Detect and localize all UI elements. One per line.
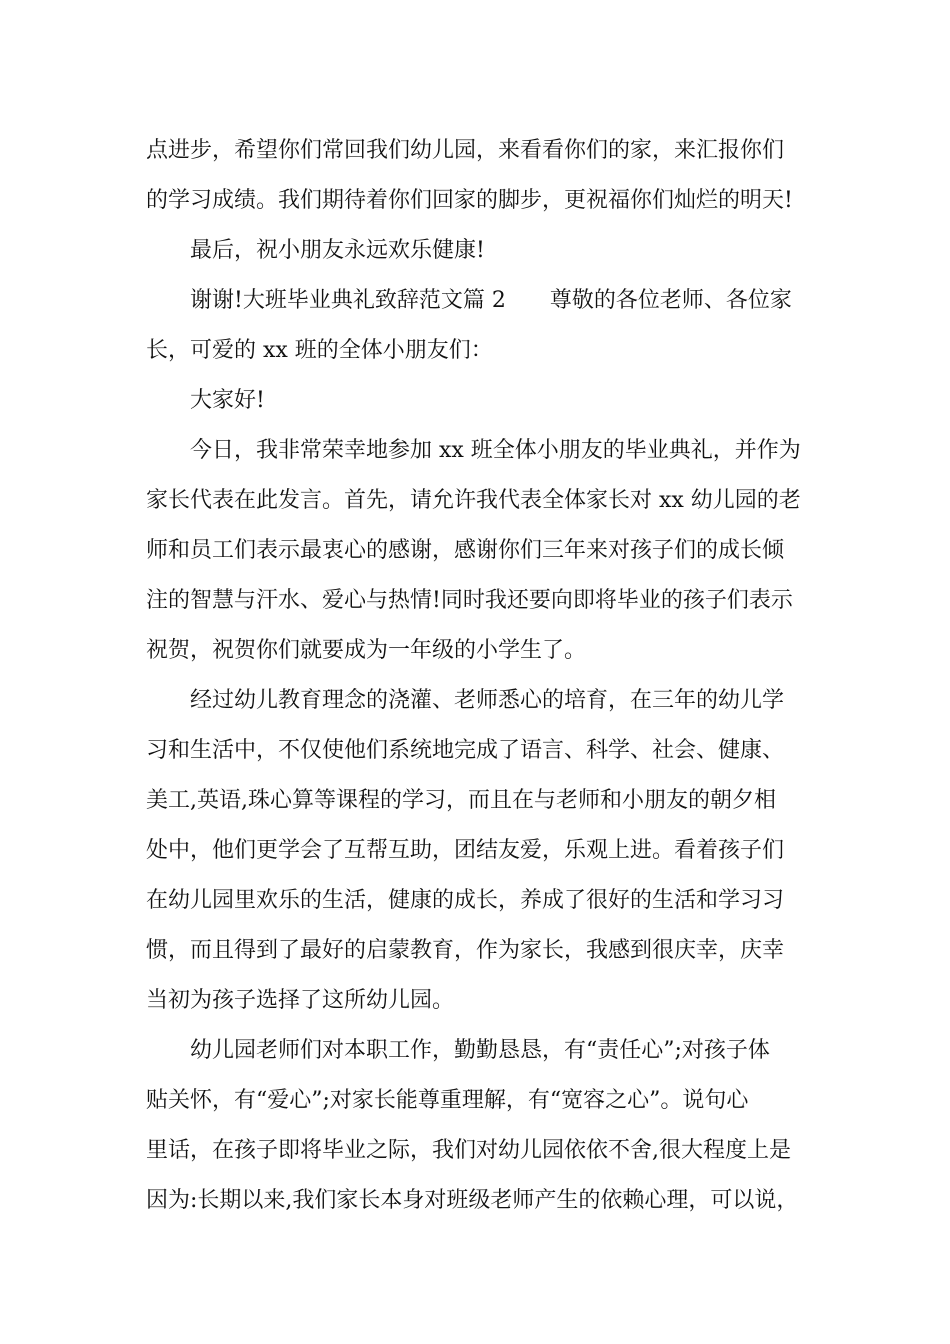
text-line: 在幼儿园里欢乐的生活，健康的成长，养成了很好的生活和学习习 [146, 888, 785, 913]
text-line: 因为:长期以来,我们家长本身对班级老师产生的依赖心理，可以说， [146, 1188, 799, 1213]
text-line: 美工,英语,珠心算等课程的学习，而且在与老师和小朋友的朝夕相 [146, 788, 776, 813]
text-line: 最后，祝小朋友永远欢乐健康! [190, 238, 485, 263]
paragraph-introduction [146, 426, 826, 676]
text-line: 长，可爱的 xx 班的全体小朋友们： [146, 338, 493, 363]
text-line: 今日，我非常荣幸地参加 xx 班全体小朋友的毕业典礼，并作为 [190, 438, 801, 463]
text-line: 经过幼儿教育理念的浇灌、老师悉心的培育，在三年的幼儿学 [190, 688, 785, 713]
salutation-start: 尊敬的各位老师、各位家 [549, 288, 792, 313]
paragraph-closing-wish [146, 226, 826, 276]
text-line: 的学习成绩。我们期待着你们回家的脚步，更祝福你们灿烂的明天! [146, 188, 793, 213]
text-line: 点进步，希望你们常回我们幼儿园，来看看你们的家，来汇报你们 [146, 138, 785, 163]
text-line: 注的智慧与汗水、爱心与热情!同时我还要向即将毕业的孩子们表示 [146, 588, 793, 613]
paragraph-education [146, 676, 826, 1026]
text-line [146, 276, 826, 326]
text-line: 处中，他们更学会了互帮互助，团结友爱，乐观上进。看着孩子们 [146, 838, 785, 863]
text-line: 习和生活中，不仅使他们系统地完成了语言、科学、社会、健康、 [146, 738, 785, 763]
text-line: 里话，在孩子即将毕业之际，我们对幼儿园依依不舍,很大程度上是 [146, 1138, 791, 1163]
thanks-and-title: 谢谢!大班毕业典礼致辞范文篇 2 [190, 288, 506, 313]
text-line: 惯，而且得到了最好的启蒙教育，作为家长，我感到很庆幸，庆幸 [146, 938, 785, 963]
text-line: 贴关怀，有“爱心”;对家长能尊重理解，有“宽容之心”。说句心 [146, 1088, 749, 1113]
text-line: 师和员工们表示最衷心的感谢，感谢你们三年来对孩子们的成长倾 [146, 538, 785, 563]
paragraph-teachers [146, 1026, 826, 1226]
text-line: 家长代表在此发言。首先，请允许我代表全体家长对 xx 幼儿园的老 [146, 488, 801, 513]
document-body [146, 126, 826, 1226]
text-line: 大家好! [190, 388, 265, 413]
text-line: 祝贺，祝贺你们就要成为一年级的小学生了。 [146, 638, 587, 663]
paragraph-continuation [146, 126, 826, 226]
paragraph-greeting [146, 376, 826, 426]
text-line: 当初为孩子选择了这所幼儿园。 [146, 988, 455, 1013]
paragraph-second-speech-header [146, 276, 826, 376]
text-line: 幼儿园老师们对本职工作，勤勤恳恳，有“责任心”;对孩子体 [190, 1038, 770, 1063]
